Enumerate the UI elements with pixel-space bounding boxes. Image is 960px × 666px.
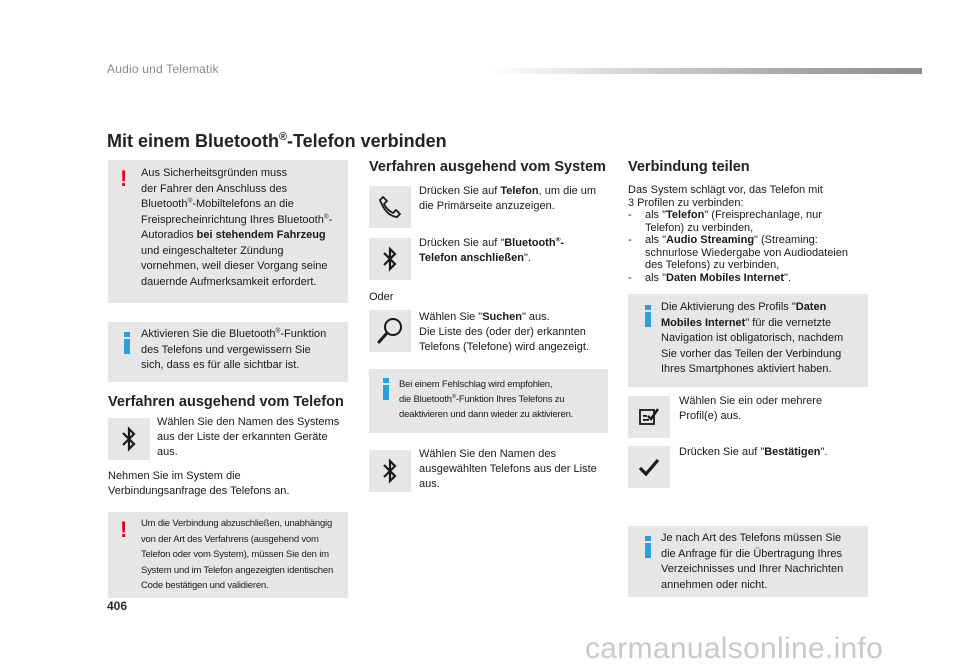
search-icon-tile (369, 310, 411, 352)
bluetooth-icon-tile (369, 238, 411, 280)
info-text: Bei einem Fehlschlag wird empfohlen, die Bluetooth®-Funktion Ihres Telefons zu deaktivieren und dann wieder zu aktivieren. (399, 379, 574, 420)
info-box-activate-bluetooth (108, 322, 348, 382)
watermark: carmanualsonline.info (585, 632, 884, 665)
phone-icon (377, 194, 403, 220)
warning-box-confirm-code (108, 512, 348, 598)
step-press-phone: Drücken Sie auf Telefon, um die um die Primärseite anzuzeigen. (419, 185, 597, 212)
checkmark-icon-tile (628, 446, 670, 488)
bluetooth-icon (382, 245, 398, 273)
header-bar (490, 68, 922, 74)
step-select-system: Wählen Sie den Namen des Systems aus der Liste der erkannten Geräte aus. (157, 416, 340, 458)
phone-icon-tile (369, 186, 411, 228)
profiles-intro: Das System schlägt vor, das Telefon mit 3 Profilen zu verbinden: - als "Telefon" (Freisprechanlage, nur Telefon) zu verbinden, - als "Audio Streaming" (Streaming: schnurlose Wiedergabe von Audiodateien des Telefons) zu verbinden, - als "Daten Mobiles Internet". (628, 184, 849, 284)
step-connect-bluetooth-phone: Drücken Sie auf "Bluetooth®- Telefon anschließen". (419, 236, 565, 264)
info-box-transfer-request (628, 526, 868, 597)
checkmark-icon (638, 457, 660, 477)
heading-procedure-system: Verfahren ausgehend vom System (369, 159, 606, 175)
step-select-phone-name: Wählen Sie den Namen des ausgewählten Telefons aus der Liste aus. (419, 448, 597, 490)
step-press-confirm: Drücken Sie auf "Bestätigen". (679, 446, 828, 458)
info-icon (641, 305, 655, 327)
checkbox-list-icon (639, 407, 659, 427)
step-select-search: Wählen Sie "Suchen" aus. Die Liste des (oder der) erkannten Telefons (Telefone) wird angezeigt. (419, 311, 589, 353)
search-icon (375, 316, 405, 346)
heading-procedure-phone: Verfahren ausgehend vom Telefon (108, 394, 344, 410)
info-box-failure (369, 369, 608, 433)
info-box-mobile-data (628, 294, 868, 387)
warning-icon: ! (120, 166, 128, 191)
info-text: Die Aktivierung des Profils "Daten Mobiles Internet" für die vernetzte Navigation ist obligatorisch, nachdem Sie vorher das Teilen der Verbindung Ihres Smartphones aktiviert haben. (661, 301, 844, 375)
warning-text: Um die Verbindung abzuschließen, unabhängig von der Art des Verfahrens (ausgehend vom Telefon oder vom System), müssen Sie den im System und im Telefon angezeigten identischen Code bestätigen und validieren. (141, 518, 334, 591)
paragraph-accept-request: Nehmen Sie im System die Verbindungsanfrage des Telefons an. (108, 470, 290, 497)
bluetooth-icon-tile (369, 450, 411, 492)
oder-text: Oder (369, 291, 394, 303)
info-icon (379, 378, 393, 400)
bluetooth-icon (382, 457, 398, 485)
section-header: Audio und Telematik (107, 62, 219, 76)
warning-icon: ! (120, 517, 128, 542)
info-icon (120, 332, 134, 354)
checkbox-list-icon-tile (628, 396, 670, 438)
warning-box-safety (108, 160, 348, 303)
info-icon (641, 536, 655, 558)
page-number: 406 (107, 599, 128, 613)
bluetooth-icon-tile (108, 418, 150, 460)
info-text: Aktivieren Sie die Bluetooth®-Funktion des Telefons und vergewissern Sie sich, dass es für alle sichtbar ist. (141, 327, 327, 371)
bluetooth-icon (121, 425, 137, 453)
warning-text: Aus Sicherheitsgründen muss der Fahrer den Anschluss des Bluetooth®-Mobiltelefons an die Freisprecheinrichtung Ihres Bluetooth®- Autoradios bei stehendem Fahrzeug und eingeschalteter Zündung vornehmen, weil dieser Vorgang seine dauernde Aufmerksamkeit erfordert. (141, 167, 333, 288)
step-select-profiles: Wählen Sie ein oder mehrere Profil(e) aus. (679, 395, 823, 422)
page-title: Mit einem Bluetooth®-Telefon verbinden (107, 131, 447, 151)
info-text: Je nach Art des Telefons müssen Sie die Anfrage für die Übertragung Ihres Verzeichnisses und Ihrer Nachrichten annehmen oder nicht. (661, 532, 844, 591)
heading-connection-sharing: Verbindung teilen (628, 159, 750, 175)
